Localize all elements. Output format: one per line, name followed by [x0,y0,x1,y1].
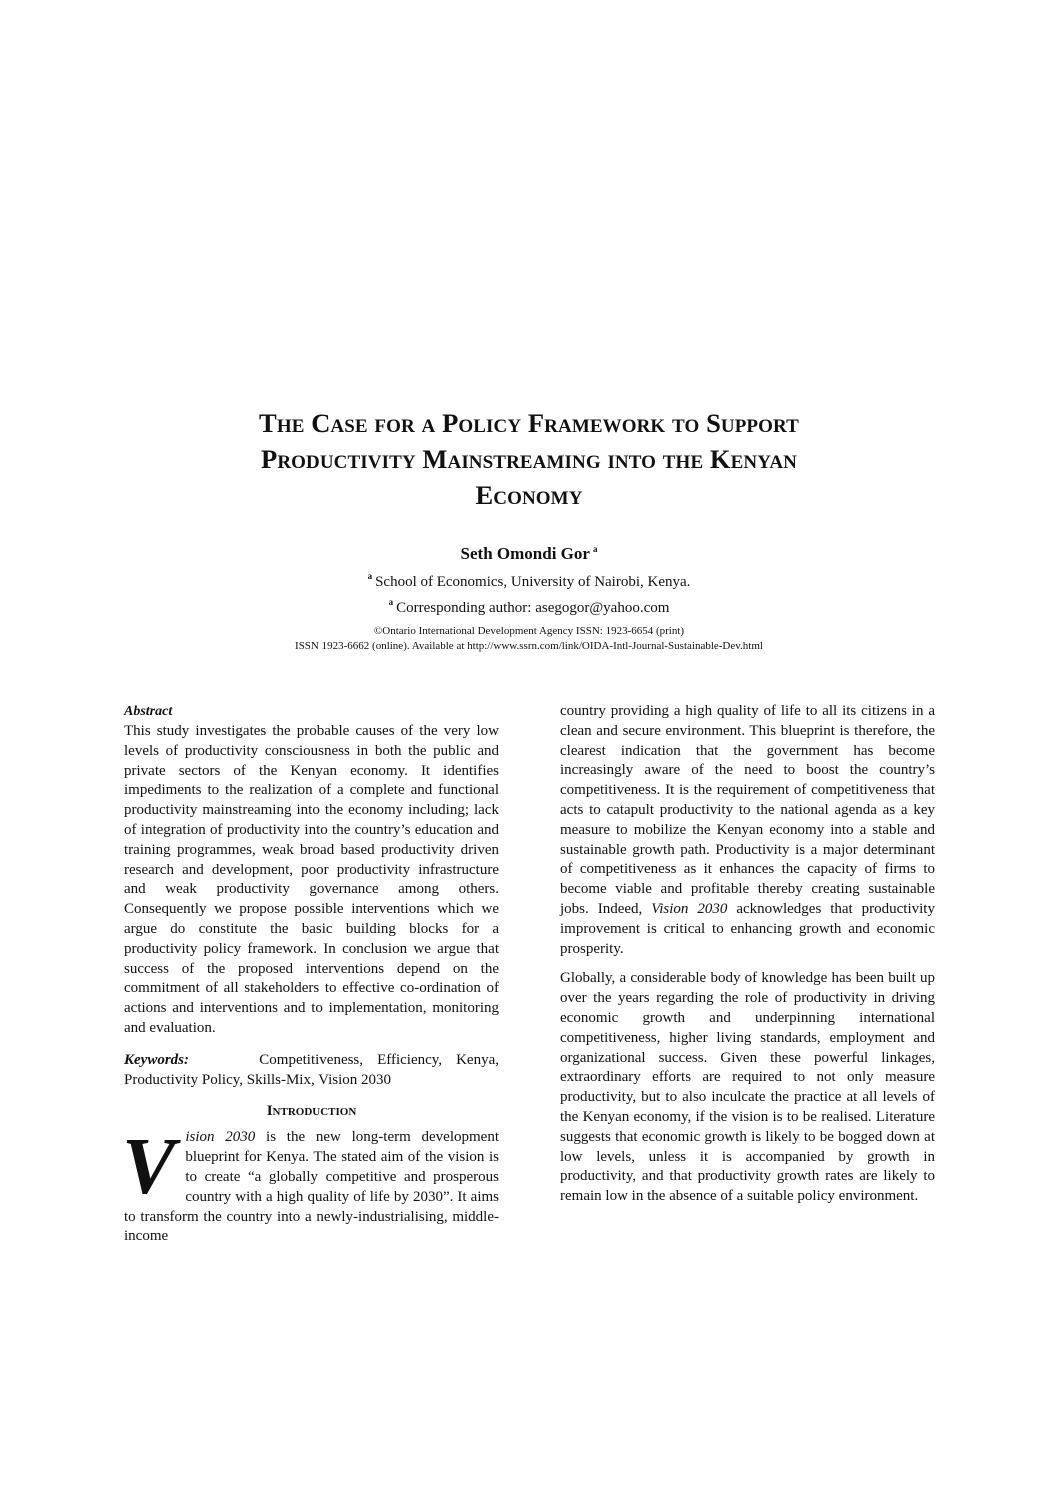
corresponding-author: Corresponding author: asegogor@yahoo.com [396,600,670,616]
author-marker: a [592,544,598,554]
right-column [560,702,935,1207]
vision-2030-italic: Vision 2030 [651,900,728,917]
intro-text-right-2: acknowledges that productivity improvement is critical to enhancing growth and economic prosperity. [560,900,935,957]
author-name-line [0,537,1058,566]
keywords-text: Competitiveness, Efficiency, Kenya, Productivity Policy, Skills-Mix, Vision 2030 [124,1051,499,1088]
affiliation: School of Economics, University of Nairobi, Kenya. [375,574,691,590]
intro-lead-italic: ision 2030 [185,1129,256,1146]
intro-paragraph-1 [122,1123,499,1247]
introduction-start [122,1123,499,1247]
corresponding-line [0,592,1058,618]
publication-info [0,624,1058,654]
author-block [0,537,1058,618]
title-line-3: Economy [475,480,583,510]
intro-paragraph-1-continued [560,702,935,959]
title-line-2: Productivity Mainstreaming into the Kenyan [261,444,797,474]
title-line-1: The Case for a Policy Framework to Support [259,408,799,438]
abstract-heading: Abstract [124,704,173,719]
intro-paragraph-2: Globally, a considerable body of knowledge has been built up over the years regarding the role of productivity in driving economic growth and underpinning international competitiveness, higher living standards, employment and organizational success. Given these powerful linkages, extraordinary efforts are required to not only measure productivity, but to also inculcate the practice at all levels of the Kenyan economy, if the vision is to be realised. Literature suggests that economic growth is likely to be bogged down at low levels, unless it is accompanied by growth in productivity, and that productivity growth rates are likely to remain low in the absence of a suitable policy environment. [560,970,935,1205]
keywords-label: Keywords: [124,1051,189,1068]
drop-cap: V [122,1123,176,1212]
abstract-text: This study investigates the probable causes of the very low levels of productivity consciousness in both the public and private sectors of the Kenyan economy. It identifies impediments to the realization of a complete and functional productivity mainstreaming into the economy including; lack of integration of productivity into the country’s education and training programmes, weak broad based productivity driven research and development, poor productivity infrastructure and weak productivity governance among others. Consequently we propose possible interventions which we argue do constitute the basic building blocks for a productivity policy framework. In conclusion we argue that success of the proposed interventions depend on the commitment of all stakeholders to effective co-ordination of actions and interventions and to implementation, monitoring and evaluation. [124,723,499,1036]
affiliation-marker: a [367,571,373,581]
paper-title [120,405,938,513]
introduction-heading: Introduction [266,1103,357,1120]
keywords [124,1051,499,1091]
corresponding-marker: a [388,597,394,607]
author-name: Seth Omondi Gor [460,544,590,563]
publication-line-1: ©Ontario International Development Agency ISSN: 1923-6654 (print) [373,625,685,637]
publication-line-2: ISSN 1923-6662 (online). Available at http://www.ssrn.com/link/OIDA-Intl-Journal-Sustainable-Dev.html [295,640,763,652]
intro-text-left: is the new long-term development blueprint for Kenya. The stated aim of the vision is to create “a globally competitive and prosperous country with a high quality of life by 2030”. It aims to transform the country into a newly-industrialising, middle-income [124,1129,499,1245]
affiliation-line [0,566,1058,592]
intro-text-right-1: country providing a high quality of life to all its citizens in a clean and secure environment. This blueprint is therefore, the clearest indication that the government has become increasingly aware of the need to boost the country’s competitiveness. It is the requirement of competitiveness that acts to catapult productivity to the national agenda as a key measure to mobilize the Kenyan economy into a stable and sustainable growth path. Productivity is a major determinant of competitiveness as it enhances the capacity of firms to become viable and profitable thereby creating sustainable jobs. Indeed, [560,703,935,917]
left-column [124,702,499,1247]
